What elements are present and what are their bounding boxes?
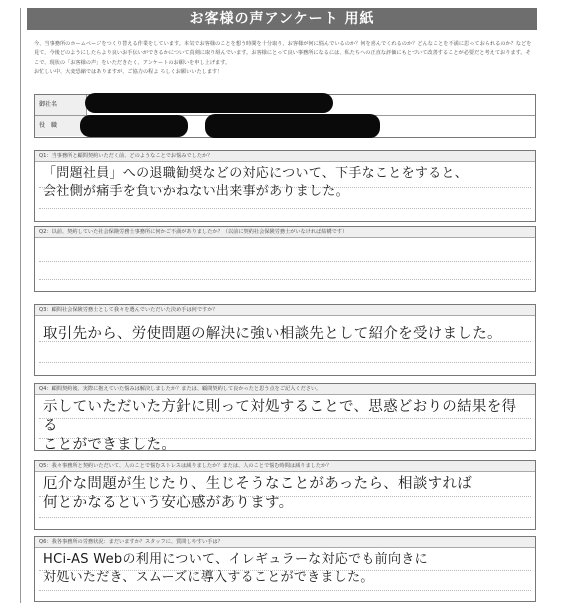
handwritten-answer: [43, 165, 529, 201]
question-block-q4: [34, 383, 536, 451]
redaction-position: [80, 115, 188, 137]
answer-line: ことができました。: [43, 437, 177, 453]
answer-line: 示していただいた方針に則って対処することで、思惑どおりの結果を得る: [43, 399, 517, 434]
company-label: 御社名: [35, 95, 87, 115]
answer-line: 対処いただき、スムーズに導入することができました。: [43, 570, 374, 585]
handwritten-answer: [43, 398, 529, 455]
answer-line: 取引先から、労使問題の解決に強い相談先として紹介を受けました。: [43, 326, 502, 342]
question-block-q1: [34, 150, 536, 222]
answer-guide-line: [39, 517, 531, 518]
form-title: お客様の声アンケート 用紙: [27, 8, 537, 30]
answer-guide-line: [39, 279, 531, 280]
question-text: Q1：当事務所と顧問契約いただく前、どのようなことでお悩みでしたか？: [35, 151, 535, 162]
answer-line: 何とかなるという安心感があります。: [43, 495, 294, 511]
question-block-q3: [34, 304, 536, 376]
handwritten-answer: [43, 551, 529, 587]
question-text: Q3：顧問社会保険労務士として我々を選んでいただいた決め手は何ですか？: [35, 305, 535, 316]
redaction-name: [205, 114, 380, 138]
intro-text: 今、当事務所のホームページをつくり替える作業をしています。本気でお客様のことを想う時間を十分取り、お客様が何に悩んでいるのか？何を喜んでくれるのか？どんなことを不満に思っておられるのか？などを見て、今後どのようにしたらより良いお手伝いができるかについて真剣に取り組んでいます。お客様にとって良い事務所になるには、私たちへの正直な評価にもとづいて改善することが必要だと考えております。そこで、現状の「お客様の声」をいただきたく、アンケートのお願いを申し上げます。 お忙しい中、大変恐縮ではありますが、ご協力の程よ ろしくお願いいたします！: [34, 41, 532, 76]
position-label: 役 職: [35, 116, 87, 136]
answer-line: 「問題社員」への退職勧奨などの対応について、下手なことをすると、: [43, 166, 469, 181]
answer-line: 会社側が痛手を負いかねない出来事がありました。: [43, 184, 349, 199]
redaction-company: [85, 93, 333, 113]
answer-guide-line: [39, 261, 531, 262]
handwritten-answer: [43, 475, 529, 513]
margin-rule: [20, 8, 21, 603]
answer-guide-line: [39, 590, 531, 591]
question-text: Q2：以前、契約していた社会保険労務士事務所に何かご不満がありましたか？（以前に契約社会保険労務士がいなければ結構です）: [35, 227, 535, 238]
question-text: Q6：我各事務所の労務状況：まだいますか？スタッフに、質問しやすい手は？: [35, 537, 535, 548]
question-block-q5: [34, 460, 536, 530]
answer-guide-line: [39, 208, 531, 209]
answer-line: 厄介な問題が生じたり、生じそうなことがあったら、相談すれば: [43, 476, 473, 492]
question-text: Q4：顧問契約後、実際に抱えていた悩みは解決しましたか？または、顧問契約して良かったと思う点をご記入ください。: [35, 384, 535, 395]
answer-line: HCi-AS Webの利用について、イレギュラーな対応でも前向きに: [43, 552, 428, 567]
question-block-q2: [34, 226, 536, 292]
handwritten-answer: [43, 325, 529, 344]
question-block-q6: [34, 536, 536, 602]
question-text: Q5：我々事務所と契約いただいて、人のことで悩むストレスは減りましたか？または、人のことで悩む時間は減りましたか？: [35, 461, 535, 472]
answer-guide-line: [39, 362, 531, 363]
